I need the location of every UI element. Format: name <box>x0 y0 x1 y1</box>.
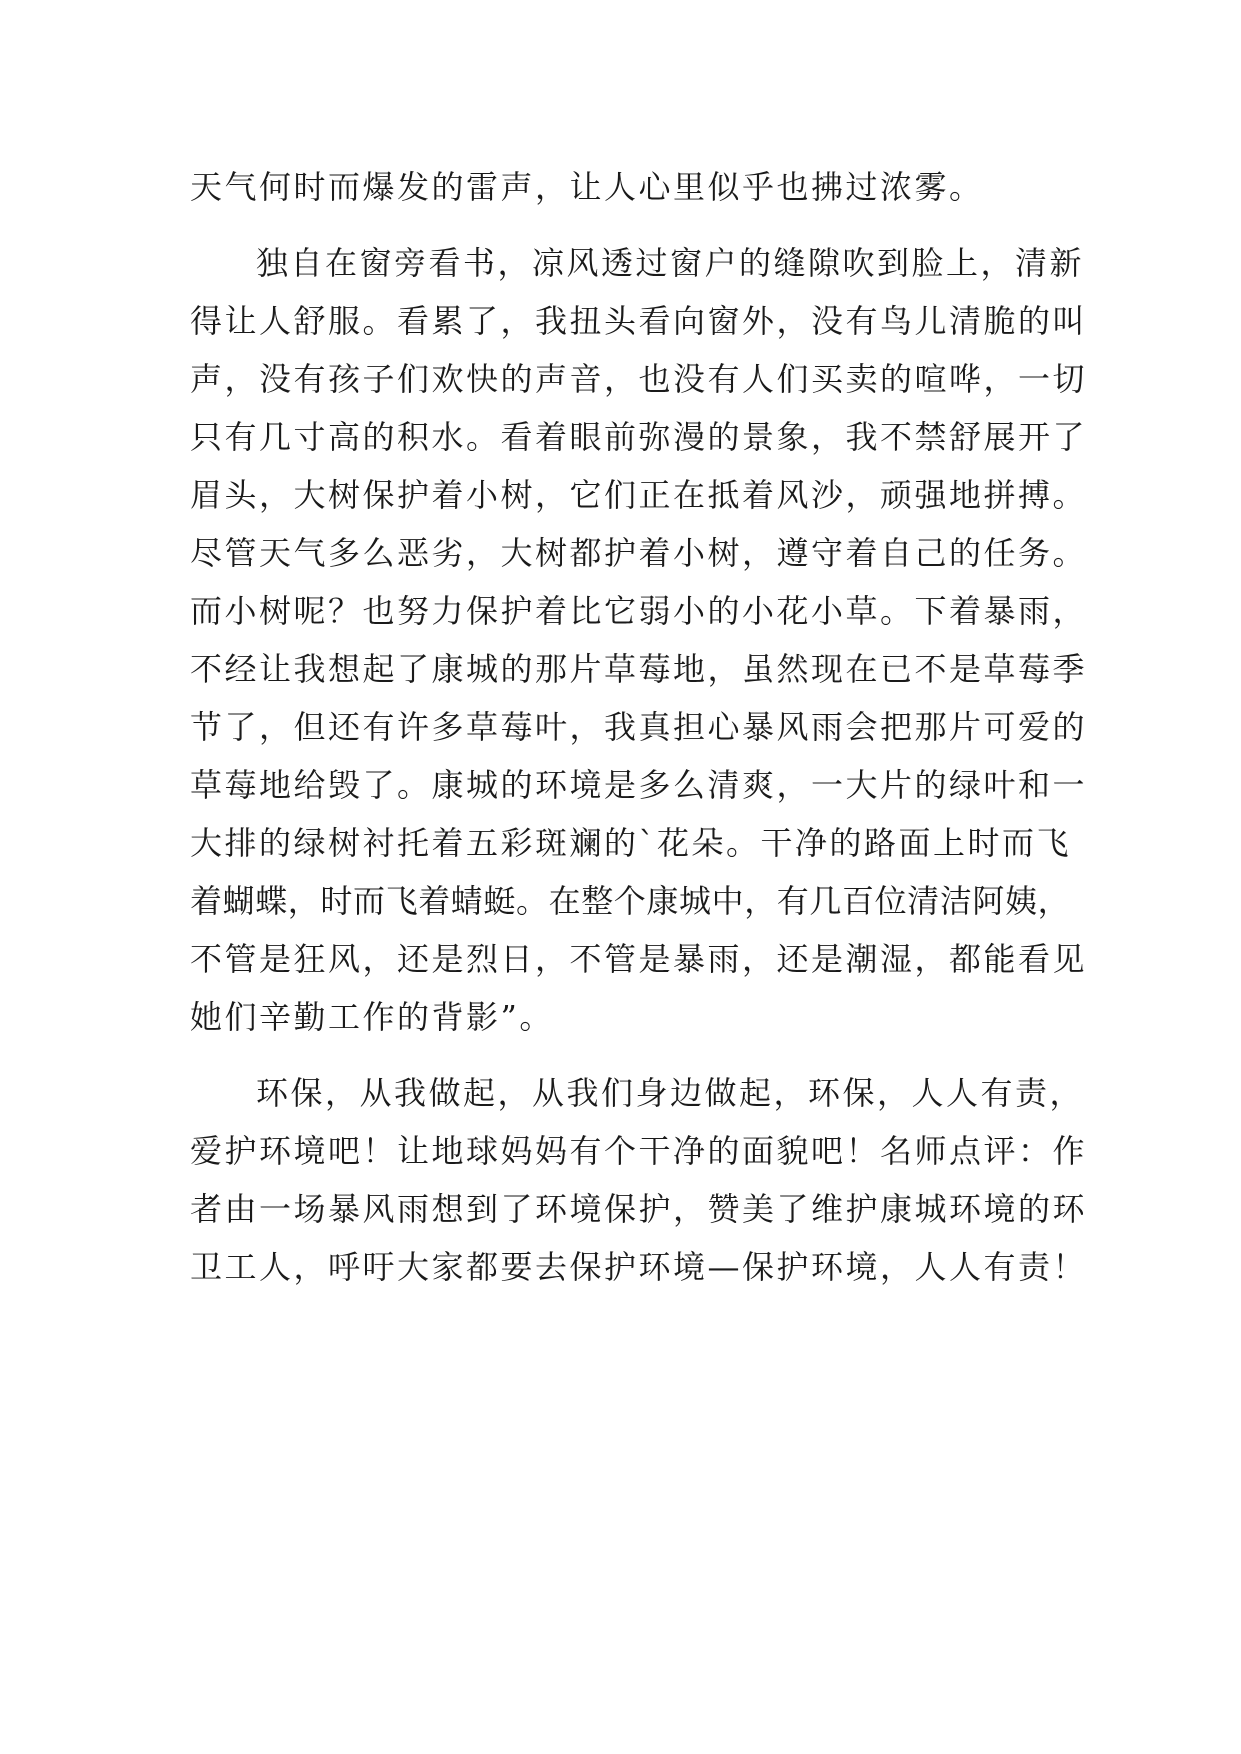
text-line: 节了，但还有许多草莓叶，我真担心暴风雨会把那片可爱的 <box>190 708 1088 746</box>
text-line: 天气何时而爆发的雷声，让人心里似乎也拂过浓雾。 <box>190 168 984 206</box>
text-line: 爱护环境吧！让地球妈妈有个干净的面貌吧！名师点评：作 <box>190 1132 1088 1170</box>
paragraph-1 <box>190 158 1070 216</box>
paragraph-3 <box>190 1064 1088 1296</box>
text-line: 者由一场暴风雨想到了环境保护，赞美了维护康城环境的环 <box>190 1190 1088 1228</box>
text-line: 环保，从我做起，从我们身边做起，环保，人人有责， <box>256 1074 1085 1112</box>
essay-text <box>190 158 1088 1296</box>
text-line: 卫工人，呼吁大家都要去保护环境—保护环境，人人有责！ <box>190 1248 1088 1286</box>
text-line: 不管是狂风，还是烈日，不管是暴雨，还是潮湿，都能看见 <box>190 940 1088 978</box>
text-line: 独自在窗旁看书，凉风透过窗户的缝隙吹到脸上，清新 <box>256 244 1085 282</box>
text-line: 而小树呢？也努力保护着比它弱小的小花小草。下着暴雨， <box>190 592 1088 630</box>
text-line: 不经让我想起了康城的那片草莓地，虽然现在已不是草莓季 <box>190 650 1088 688</box>
text-line: 只有几寸高的积水。看着眼前弥漫的景象，我不禁舒展开了 <box>190 418 1088 456</box>
text-line: 声，没有孩子们欢快的声音，也没有人们买卖的喧哗，一切 <box>190 360 1088 398</box>
text-line: 草莓地给毁了。康城的环境是多么清爽，一大片的绿叶和一 <box>190 766 1088 804</box>
text-line: 她们辛勤工作的背影”。 <box>190 998 554 1036</box>
text-line: 尽管天气多么恶劣，大树都护着小树，遵守着自己的任务。 <box>190 534 1088 572</box>
text-line: 眉头，大树保护着小树，它们正在抵着风沙，顽强地拼搏。 <box>190 476 1088 514</box>
text-line: 着蝴蝶，时而飞着蜻蜓。在整个康城中，有几百位清洁阿姨， <box>190 882 1071 920</box>
paragraph-2 <box>190 234 1088 1046</box>
text-line: 大排的绿树衬托着五彩斑斓的`花朵。干净的路面上时而飞 <box>190 824 1072 862</box>
text-line: 得让人舒服。看累了，我扭头看向窗外，没有鸟儿清脆的叫 <box>190 302 1088 340</box>
